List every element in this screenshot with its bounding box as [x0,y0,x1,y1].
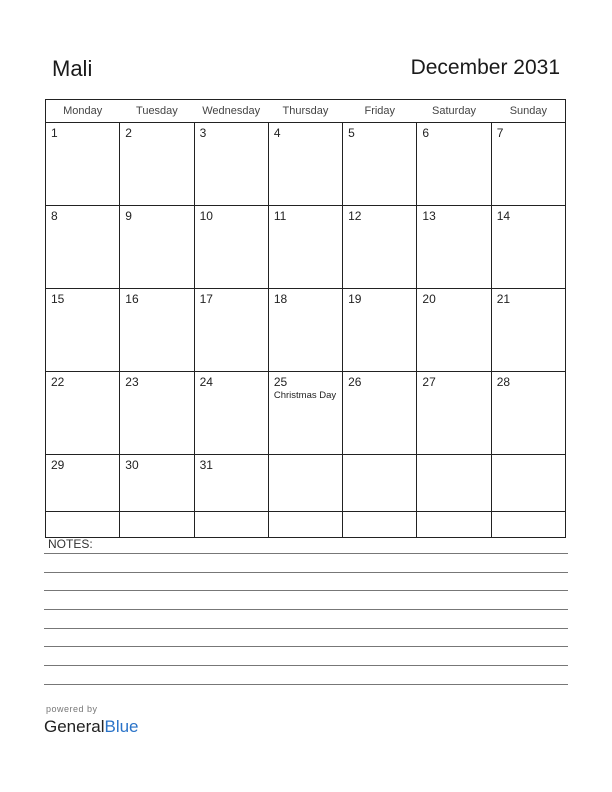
day-number: 23 [125,375,139,389]
month-title: December 2031 [410,56,560,79]
day-cell [46,206,120,289]
day-cell [491,123,565,206]
calendar-grid [45,99,566,538]
day-cell [46,372,120,455]
day-number: 13 [422,209,436,223]
brand-logo [44,717,139,737]
day-number: 24 [199,375,213,389]
day-cell [120,206,194,289]
day-cell [46,123,120,206]
day-number: 15 [51,292,65,306]
powered-by-label: powered by [46,704,98,714]
day-number: 20 [422,292,436,306]
day-cell [120,372,194,455]
day-number: 1 [51,126,58,140]
day-number: 31 [199,458,213,472]
day-cell [417,289,491,372]
country-title: Mali [52,56,93,81]
note-line [44,553,568,554]
day-number: 25 [273,375,288,389]
day-cell [120,289,194,372]
day-cell [194,123,268,206]
day-number: 18 [273,292,288,306]
day-cell [120,123,194,206]
day-cell [268,206,342,289]
day-number: 12 [348,209,362,223]
day-number: 14 [496,209,511,223]
note-line [44,665,568,666]
weekday-header: Tuesday [120,99,194,123]
week-row [46,372,566,455]
day-cell [343,289,417,372]
day-number: 28 [496,375,511,389]
weekday-header: Saturday [417,99,491,123]
brand-general: General [44,717,105,736]
day-cell [491,289,565,372]
weekday-header: Monday [46,99,120,123]
day-number: 6 [422,126,430,140]
day-cell [343,206,417,289]
week-row [46,123,566,206]
day-number: 22 [51,375,65,389]
day-number: 5 [348,126,355,140]
day-cell [194,206,268,289]
day-number: 27 [422,375,436,389]
day-number: 11 [273,209,287,223]
brand-blue: Blue [104,717,139,736]
weekday-header: Sunday [491,99,565,123]
day-number: 29 [51,458,65,472]
day-cell [120,455,194,538]
day-cell [268,289,342,372]
week-row [46,289,566,372]
day-number: 4 [273,126,281,140]
note-line [44,572,568,573]
week-row [46,455,566,538]
day-cell [194,455,268,538]
day-number: 26 [348,375,362,389]
day-cell [417,372,491,455]
day-cell [491,372,565,455]
day-cell [417,206,491,289]
note-line [44,684,568,685]
note-line [44,646,568,647]
day-cell [46,455,120,538]
week-row [46,206,566,289]
weekday-header: Friday [343,99,417,123]
day-cell [417,455,491,538]
day-cell [343,123,417,206]
day-cell [417,123,491,206]
holiday-label: Christmas Day [273,390,337,401]
notes-label: NOTES: [48,537,93,551]
day-number: 21 [496,292,511,306]
day-cell [491,455,565,538]
day-number: 9 [125,209,132,223]
day-number: 19 [348,292,362,306]
weekday-header-row [46,99,566,123]
day-cell [343,372,417,455]
day-cell [268,123,342,206]
note-line [44,590,568,591]
day-cell [194,372,268,455]
day-cell [491,206,565,289]
weekday-header: Wednesday [194,99,268,123]
day-cell [268,455,342,538]
note-line [44,609,568,610]
day-number: 30 [125,458,139,472]
weekday-header: Thursday [268,99,342,123]
day-cell [194,289,268,372]
day-number: 7 [496,126,504,140]
day-number: 17 [199,292,213,306]
day-cell [343,455,417,538]
day-number: 8 [51,209,58,223]
day-number: 16 [125,292,139,306]
day-cell [46,289,120,372]
day-cell [268,372,342,455]
note-line [44,628,568,629]
day-number: 10 [199,209,213,223]
day-number: 3 [199,126,207,140]
day-number: 2 [125,126,132,140]
